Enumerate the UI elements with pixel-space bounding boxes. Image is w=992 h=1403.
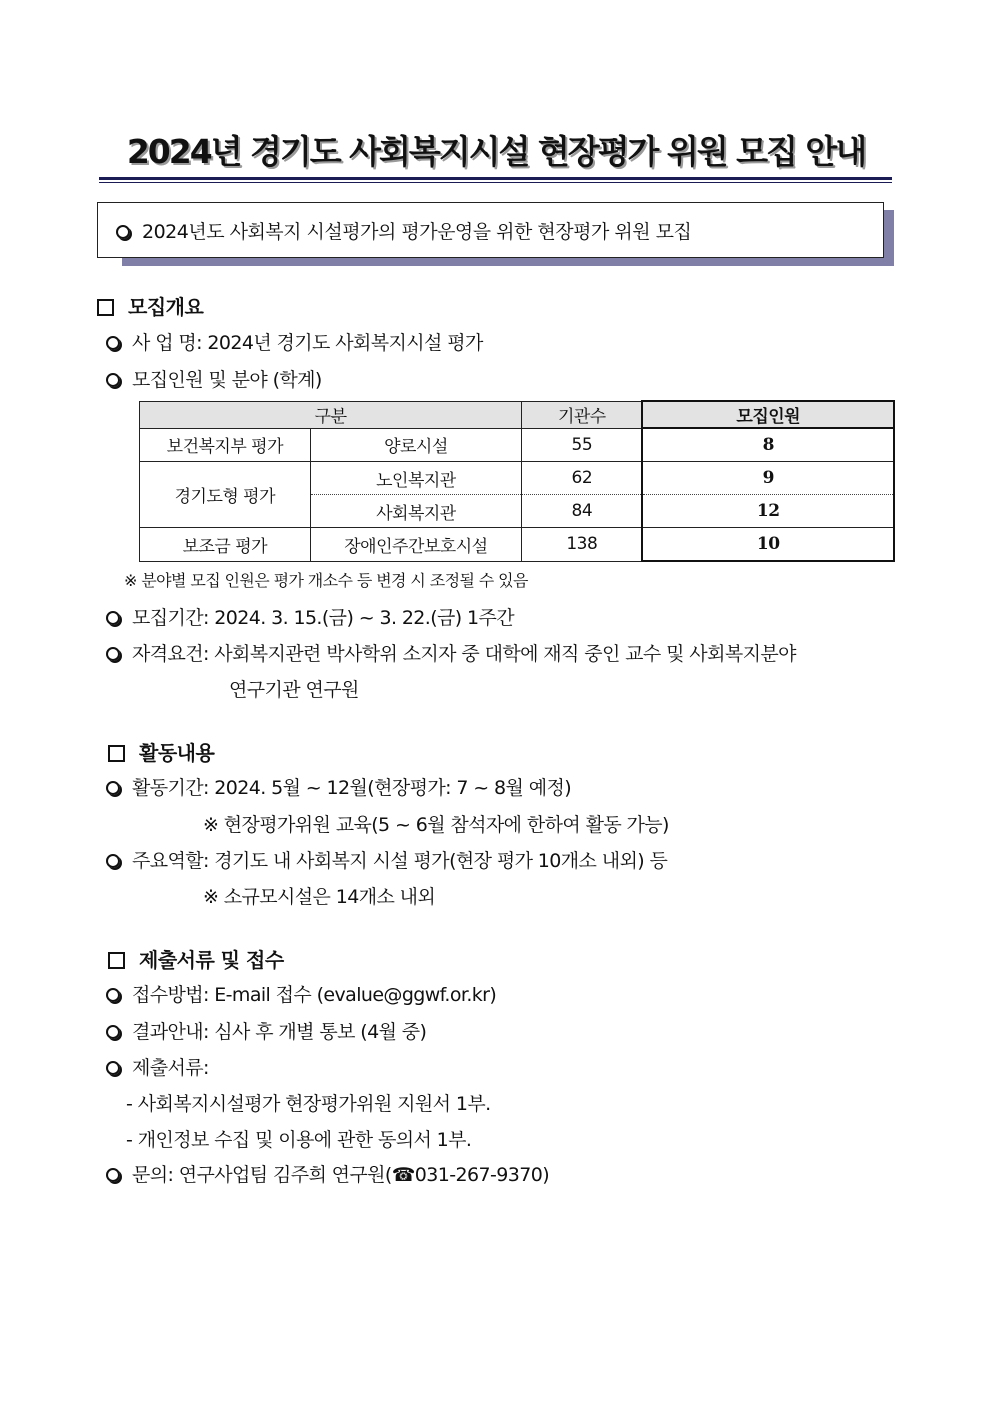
activity-period-line: 활동기간: 2024. 5월 ~ 12월(현장평가: 7 ~ 8월 예정)	[106, 773, 571, 800]
bullet-circle-icon	[116, 225, 130, 239]
header-recruit-count: 모집인원	[642, 401, 894, 428]
section-heading-activity: 활동내용	[108, 737, 214, 766]
row-recruit: 12	[642, 495, 894, 528]
role-note: ※ 소규모시설은 14개소 내외	[203, 886, 436, 908]
bullet-circle-icon	[106, 854, 120, 868]
table-note: ※ 분야별 모집 인원은 평가 개소수 등 변경 시 조정될 수 있음	[124, 571, 528, 590]
checkbox-square-icon	[97, 299, 114, 316]
checkbox-square-icon	[108, 745, 125, 762]
contact-line: 문의: 연구사업팀 김주희 연구원(☎031-267-9370)	[106, 1160, 549, 1187]
header-category: 구분	[140, 401, 522, 428]
row-group: 보건복지부 평가	[140, 428, 311, 462]
row-type: 양로시설	[310, 428, 522, 462]
row-recruit: 8	[642, 428, 894, 462]
summary-text: 2024년도 사회복지 시설평가의 평가운영을 위한 현장평가 위원 모집	[142, 221, 692, 243]
role-line: 주요역할: 경기도 내 사회복지 시설 평가(현장 평가 10개소 내외) 등	[106, 846, 667, 873]
method-line: 접수방법: E-mail 접수 (evalue@ggwf.or.kr)	[106, 980, 496, 1007]
bullet-circle-icon	[106, 1168, 120, 1182]
row-count: 84	[522, 495, 643, 528]
table-row	[140, 462, 895, 495]
doc-item: - 개인정보 수집 및 이용에 관한 동의서 1부.	[126, 1129, 472, 1151]
page-title: 2024년 경기도 사회복지시설 현장평가 위원 모집 안내	[126, 132, 866, 171]
bullet-circle-icon	[106, 781, 120, 795]
docs-line: 제출서류:	[106, 1053, 209, 1080]
section-heading-submission: 제출서류 및 접수	[108, 944, 284, 973]
doc-item: - 사회복지시설평가 현장평가위원 지원서 1부.	[126, 1093, 491, 1115]
activity-period-note: ※ 현장평가위원 교육(5 ~ 6월 참석자에 한하여 활동 가능)	[203, 814, 669, 836]
summary-box	[97, 202, 884, 258]
header-institution-count: 기관수	[522, 401, 643, 428]
row-recruit: 9	[642, 462, 894, 495]
row-type: 장애인주간보호시설	[310, 528, 522, 562]
title-underline-thin	[99, 182, 892, 183]
bullet-circle-icon	[106, 611, 120, 625]
row-type: 노인복지관	[310, 462, 522, 495]
row-count: 55	[522, 428, 643, 462]
business-line: 사 업 명: 2024년 경기도 사회복지시설 평가	[106, 328, 483, 355]
section-heading-overview: 모집개요	[97, 291, 203, 320]
period-line: 모집기간: 2024. 3. 15.(금) ~ 3. 22.(금) 1주간	[106, 603, 514, 630]
bullet-circle-icon	[106, 1061, 120, 1075]
qualification-line: 자격요건: 사회복지관련 박사학위 소지자 중 대학에 재직 중인 교수 및 사회복지분야	[106, 639, 796, 666]
bullet-circle-icon	[106, 1025, 120, 1039]
recruit-field-line: 모집인원 및 분야 (학계)	[106, 365, 322, 392]
row-count: 62	[522, 462, 643, 495]
table-row	[140, 528, 895, 562]
row-group: 보조금 평가	[140, 528, 311, 562]
bullet-circle-icon	[106, 336, 120, 350]
row-type: 사회복지관	[310, 495, 522, 528]
table-row	[140, 428, 895, 462]
row-count: 138	[522, 528, 643, 562]
bullet-circle-icon	[106, 647, 120, 661]
recruit-table	[139, 400, 895, 562]
title-underline	[99, 177, 892, 180]
bullet-circle-icon	[106, 988, 120, 1002]
result-line: 결과안내: 심사 후 개별 통보 (4월 중)	[106, 1017, 426, 1044]
qualification-line-2: 연구기관 연구원	[229, 679, 359, 701]
row-group: 경기도형 평가	[140, 462, 311, 528]
checkbox-square-icon	[108, 952, 125, 969]
row-recruit: 10	[642, 528, 894, 562]
bullet-circle-icon	[106, 373, 120, 387]
table-header-row	[140, 401, 895, 428]
